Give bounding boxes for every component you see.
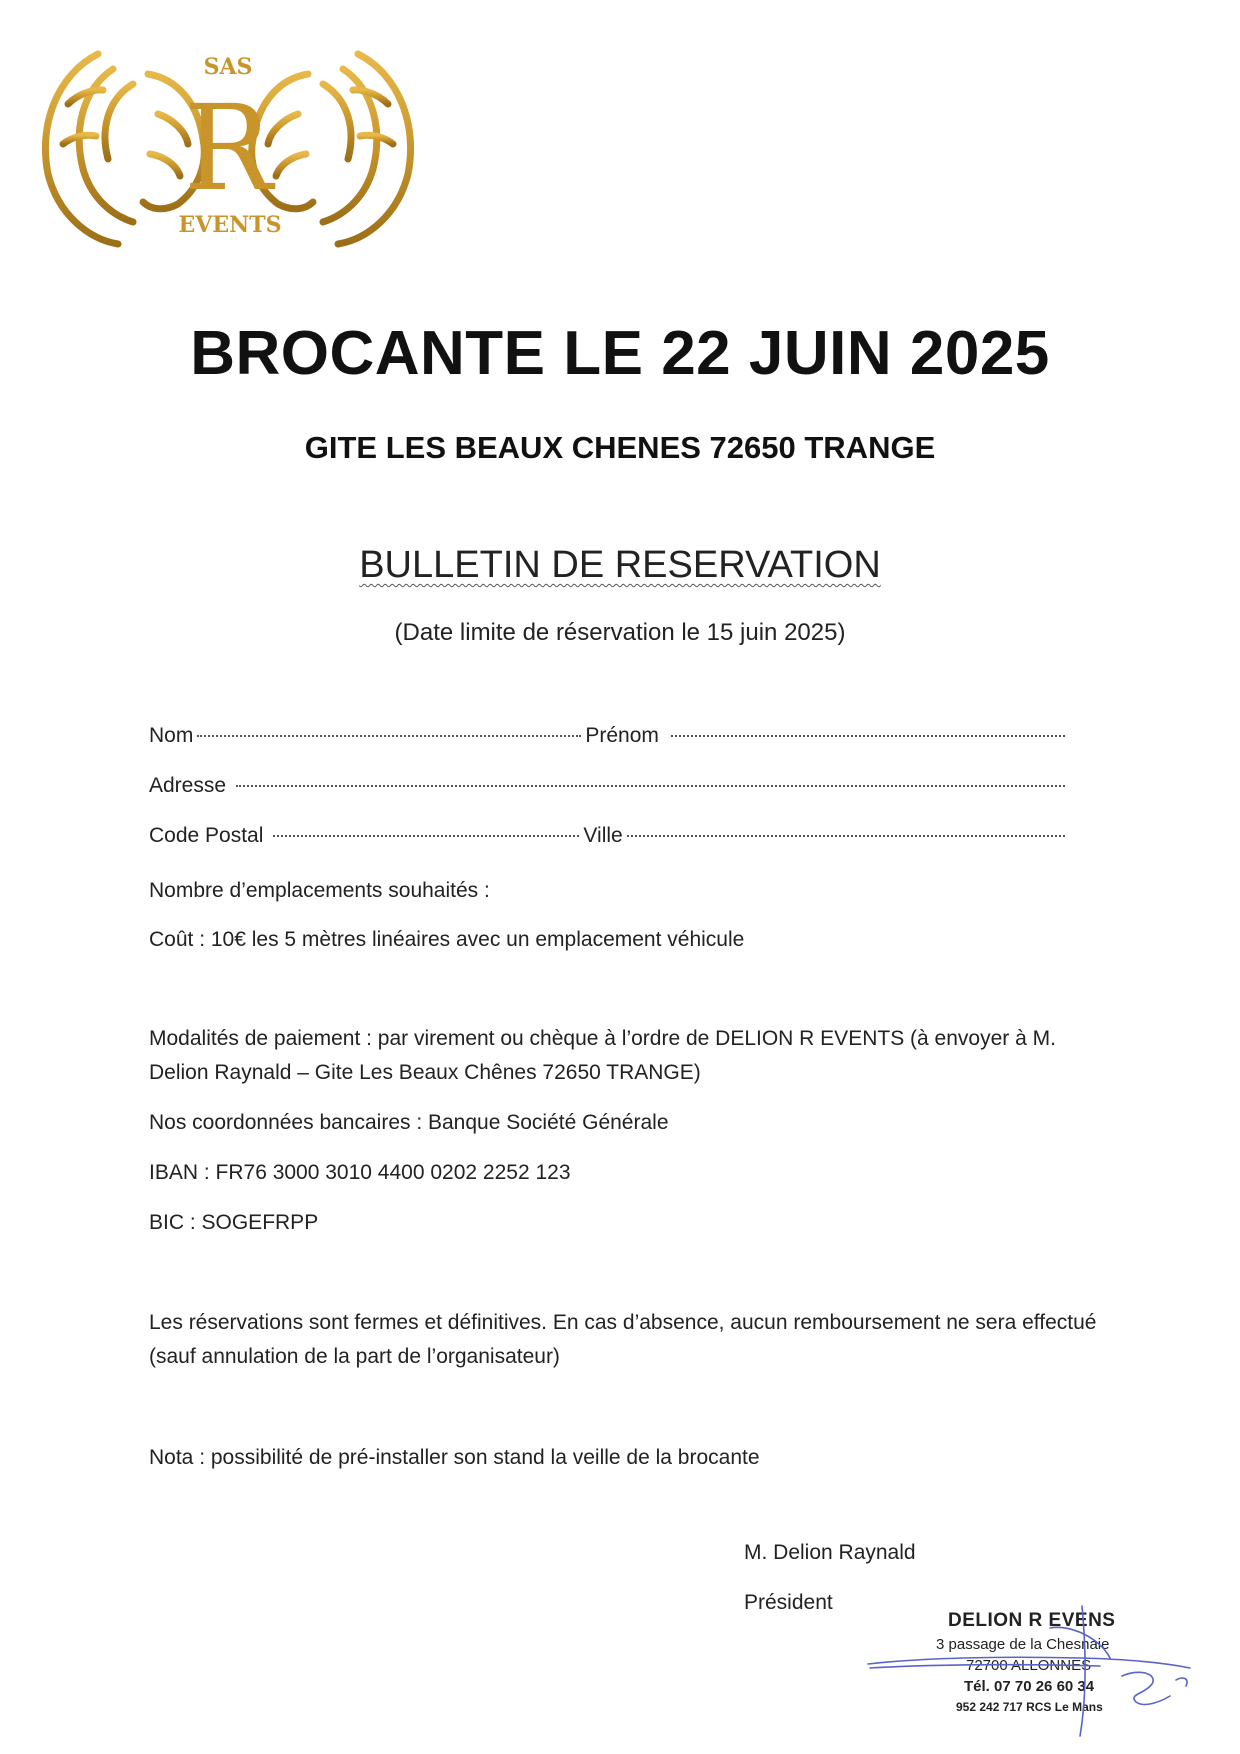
emplacements-line: Nombre d’emplacements souhaités : xyxy=(149,879,490,902)
company-stamp xyxy=(860,1598,1200,1738)
sas-r-events-logo xyxy=(38,44,418,254)
prenom-label: Prénom xyxy=(585,724,659,747)
name-row xyxy=(149,724,1069,748)
nom-label: Nom xyxy=(149,724,194,747)
page-title: BROCANTE LE 22 JUIN 2025 xyxy=(190,319,1050,388)
logo-sas-text: SAS xyxy=(203,54,253,80)
code-postal-label: Code Postal xyxy=(149,824,264,847)
form-heading-text: BULLETIN DE RESERVATION xyxy=(359,544,881,586)
stamp-company-name: DELION R EVENS xyxy=(948,1610,1116,1631)
bank-details: Nos coordonnées bancaires : Banque Société Générale xyxy=(149,1111,669,1134)
nota-line: Nota : possibilité de pré-installer son stand la veille de la brocante xyxy=(149,1446,760,1469)
payment-terms: Modalités de paiement : par virement ou chèque à l’ordre de DELION R EVENTS (à envoyer à M. Delion Raynald – Gite Les Beaux Chênes 72650 TRANGE) xyxy=(149,1027,1056,1084)
stamp-rcs: 952 242 717 RCS Le Mans xyxy=(956,1700,1103,1714)
nom-field[interactable] xyxy=(197,735,581,737)
signatory-title: Président xyxy=(744,1591,833,1614)
stamp-phone: Tél. 07 70 26 60 34 xyxy=(964,1678,1095,1695)
stamp-address: 3 passage de la Chesnaie xyxy=(936,1636,1110,1653)
signatory-name: M. Delion Raynald xyxy=(744,1541,916,1564)
adresse-label: Adresse xyxy=(149,774,227,797)
code-postal-field[interactable] xyxy=(273,835,579,837)
handwritten-signature-icon xyxy=(860,1598,1200,1738)
venue-subtitle: GITE LES BEAUX CHENES 72650 TRANGE xyxy=(304,430,936,465)
bic-line: BIC : SOGEFRPP xyxy=(149,1211,319,1234)
postal-row xyxy=(149,824,1069,848)
ville-field[interactable] xyxy=(627,835,1065,837)
conditions-paragraph: Les réservations sont fermes et définitives. En cas d’absence, aucun remboursement ne sera effectué (sauf annulation de la part de l’organisateur) xyxy=(149,1311,1097,1368)
address-row xyxy=(149,774,1069,798)
form-heading xyxy=(0,544,1240,587)
ville-label: Ville xyxy=(583,824,623,847)
stamp-city: 72700 ALLONNES xyxy=(966,1657,1092,1674)
logo-events-text: EVENTS xyxy=(178,212,282,238)
prenom-field[interactable] xyxy=(671,735,1065,737)
iban-line: IBAN : FR76 3000 3010 4400 0202 2252 123 xyxy=(149,1161,571,1184)
cost-line: Coût : 10€ les 5 mètres linéaires avec un emplacement véhicule xyxy=(149,928,745,951)
deadline-note: (Date limite de réservation le 15 juin 2025) xyxy=(394,619,846,646)
adresse-field[interactable] xyxy=(236,785,1065,787)
logo-r-letter: R xyxy=(183,79,273,217)
